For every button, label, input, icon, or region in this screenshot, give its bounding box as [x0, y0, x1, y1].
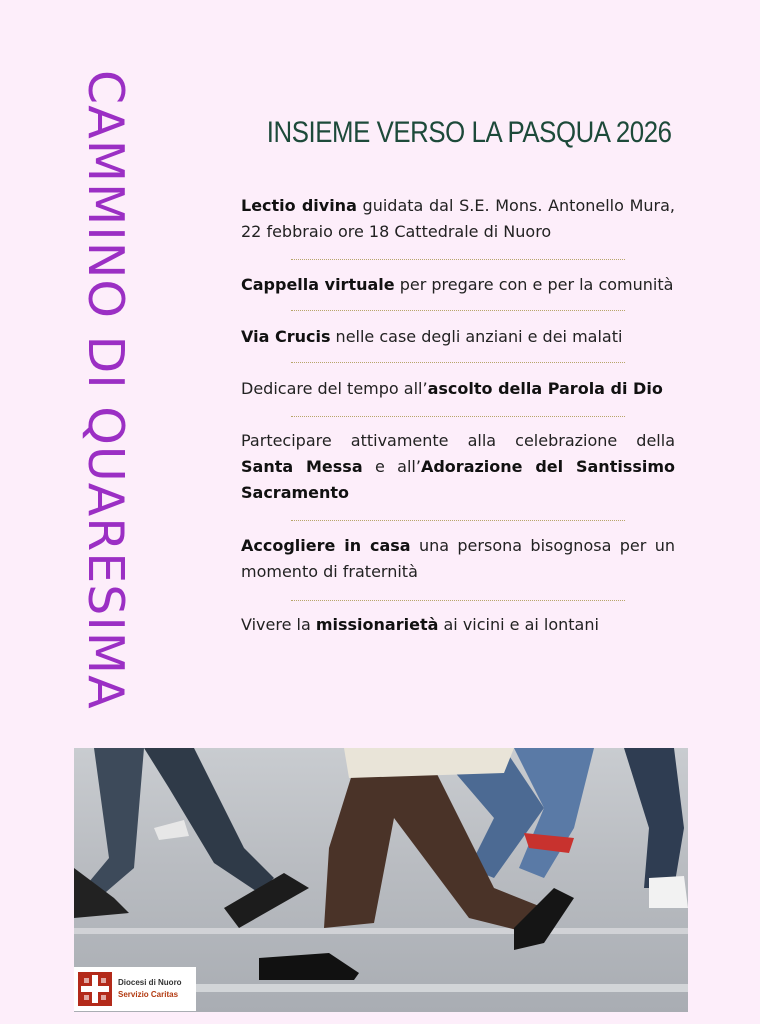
divider — [291, 416, 625, 417]
item-bold: Cappella virtuale — [241, 275, 395, 294]
logo-line-diocese: Diocesi di Nuoro — [118, 978, 182, 987]
divider — [291, 362, 625, 363]
list-item — [241, 193, 675, 245]
item-text: ai vicini e ai lontani — [438, 615, 599, 634]
list-item — [241, 272, 675, 298]
page-heading: INSIEME VERSO LA PASQUA 2026 — [266, 116, 672, 149]
item-text: e all’ — [362, 457, 421, 476]
divider — [291, 520, 625, 521]
item-bold: Via Crucis — [241, 327, 331, 346]
item-text: guidata dal S.E. Mons. Antonello Mura, 22 febbraio ore 18 Cattedrale di Nuoro — [241, 196, 676, 241]
caritas-logo — [74, 967, 196, 1011]
item-text: per pregare con e per la comunità — [394, 275, 674, 294]
item-text: Partecipare attivamente alla celebrazione della — [241, 431, 675, 450]
item-bold: Accogliere in casa — [241, 536, 411, 555]
list-item — [241, 324, 675, 350]
item-text: nelle case degli anziani e dei malati — [330, 327, 623, 346]
divider — [291, 600, 625, 601]
list-item — [241, 533, 675, 585]
logo-line-service: Servizio Caritas — [118, 990, 179, 999]
item-text: Dedicare del tempo all’ — [241, 379, 428, 398]
vertical-title: CAMMINO DI QUARESIMA — [77, 70, 134, 710]
list-item — [241, 612, 675, 638]
list-item — [241, 428, 675, 506]
item-bold: Lectio divina — [241, 196, 357, 215]
item-text: una persona bisognosa per un momento di fraternità — [241, 536, 675, 581]
caritas-cross-icon — [78, 972, 112, 1006]
divider — [291, 310, 625, 311]
list-item — [241, 376, 675, 402]
logo-text — [118, 977, 182, 1001]
divider — [291, 259, 625, 260]
item-bold: ascolto della Parola di Dio — [427, 379, 663, 398]
item-text: Vivere la — [241, 615, 316, 634]
item-bold: Adorazione del Santissimo Sacramento — [241, 457, 676, 502]
item-bold: Santa Messa — [241, 457, 363, 476]
item-bold: missionarietà — [315, 615, 439, 634]
activity-list — [241, 193, 675, 638]
